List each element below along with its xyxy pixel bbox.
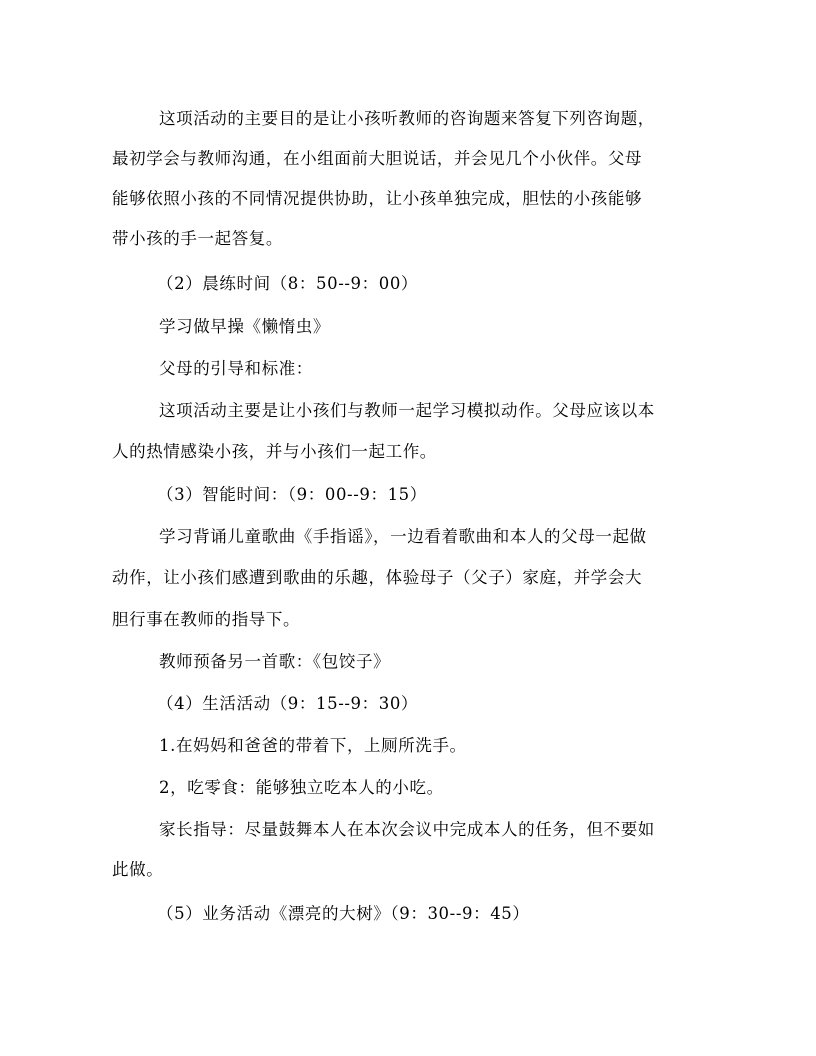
paragraph-10-line-1: 1.在妈妈和爸爸的带着下，上厕所洗手。 bbox=[159, 736, 467, 755]
paragraph-1-line-4: 带小孩的手一起答复。 bbox=[112, 229, 283, 248]
paragraph-12-line-1: 家长指导：尽量鼓舞本人在本次会议中完成本人的任务，但不要如 bbox=[159, 820, 655, 839]
paragraph-1-line-1: 这项活动的主要目的是让小孩听教师的咨询题来答复下列咨询题， bbox=[159, 109, 655, 128]
paragraph-4-line-1: 父母的引导和标准： bbox=[159, 359, 313, 378]
section-heading-3: （3）智能时间：（9：00--9：15） bbox=[157, 485, 427, 504]
paragraph-5-line-1: 这项活动主要是让小孩们与教师一起学习模拟动作。父母应该以本 bbox=[159, 401, 655, 420]
paragraph-7-line-3: 胆行事在教师的指导下。 bbox=[112, 610, 301, 629]
paragraph-7-line-1: 学习背诵儿童歌曲《手指谣》，一边看着歌曲和本人的父母一起做 bbox=[159, 527, 647, 546]
section-heading-4: （4）生活活动（9：15--9：30） bbox=[157, 694, 419, 713]
paragraph-12-line-2: 此做。 bbox=[112, 860, 164, 879]
paragraph-3-line-1: 学习做早操《懒惰虫》 bbox=[159, 317, 330, 336]
paragraph-7-line-2: 动作，让小孩们感遭到歌曲的乐趣，体验母子（父子）家庭，并学会大 bbox=[112, 568, 643, 587]
paragraph-1-line-2: 最初学会与教师沟通，在小组面前大胆说话，并会见几个小伙伴。父母 bbox=[112, 149, 643, 168]
paragraph-5-line-2: 人的热情感染小孩，并与小孩们一起工作。 bbox=[112, 442, 437, 461]
section-heading-5: （5）业务活动《漂亮的大树》（9：30--9：45） bbox=[157, 904, 530, 923]
section-heading-2: （2）晨练时间（8：50--9：00） bbox=[157, 274, 419, 293]
paragraph-11-line-1: 2，吃零食：能够独立吃本人的小吃。 bbox=[159, 778, 444, 797]
paragraph-1-line-3: 能够依照小孩的不同情况提供协助，让小孩单独完成，胆怯的小孩能够 bbox=[112, 189, 643, 208]
paragraph-8-line-1: 教师预备另一首歌：《包饺子》 bbox=[159, 652, 391, 671]
